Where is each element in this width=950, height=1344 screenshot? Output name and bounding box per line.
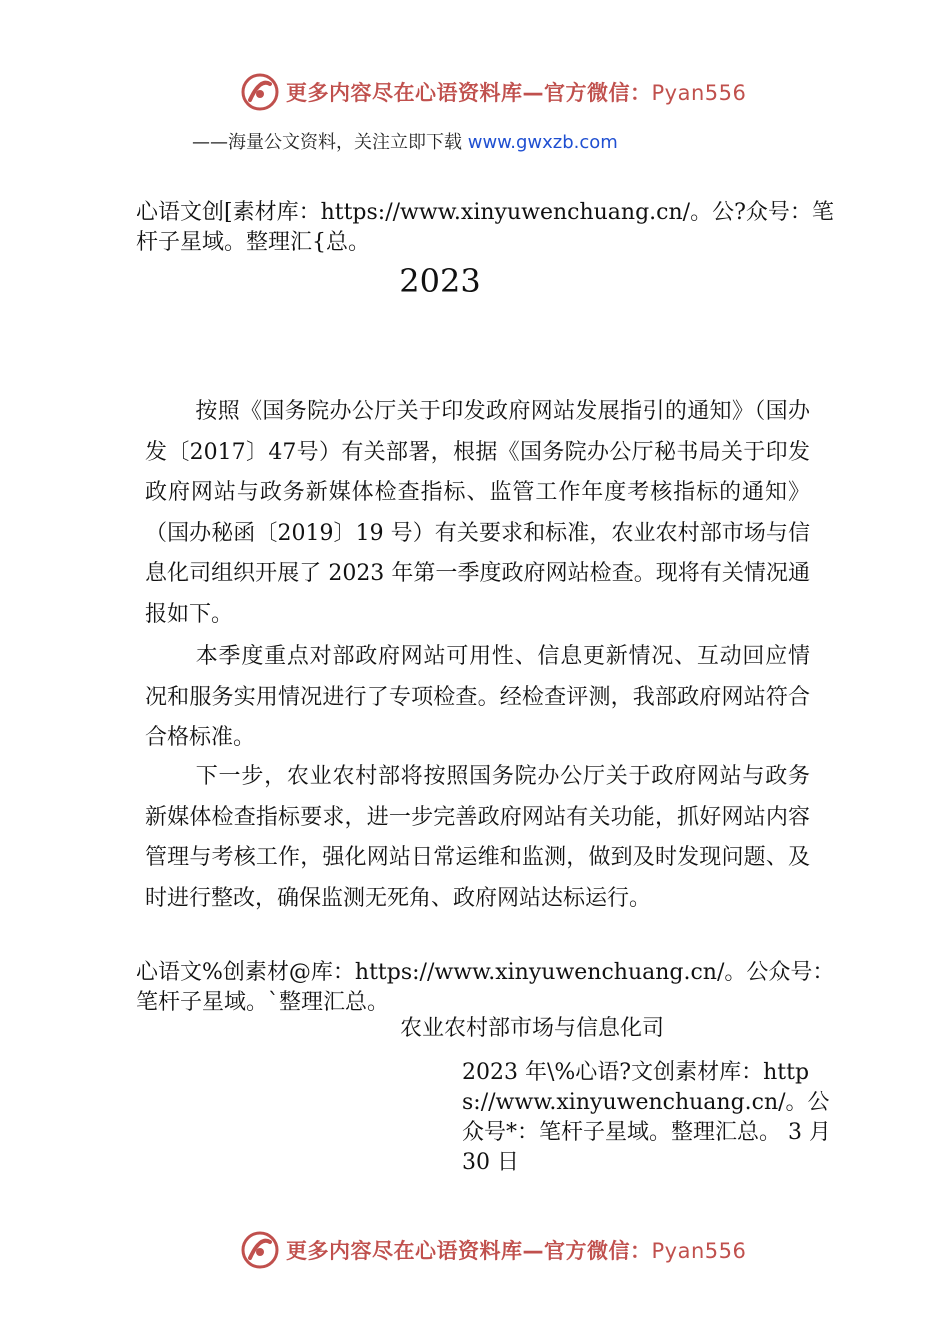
paragraph-2-text: 本季度重点对部政府网站可用性、信息更新情况、互动回应情况和服务实用情况进行了专项检查。经检查评测，我部政府网站符合合格标准。: [145, 644, 810, 750]
signature-date: 2023 年\%心语?文创素材库：https://www.xinyuwenchuang.cn/。公众号*：笔杆子星域。整理汇总。 3 月 30 日: [462, 1060, 831, 1175]
body-paragraph: [145, 757, 810, 919]
banner-label: 更多内容尽在心语资料库—官方微信：: [286, 81, 652, 105]
bottom-banner: [240, 1228, 746, 1272]
subline-text: ——海量公文资料，关注立即下载: [192, 132, 462, 153]
banner-wechat-id: Pyan556: [651, 81, 747, 105]
watermark-middle: 心语文%创素材@库：https://www.xinyuwenchuang.cn/。公众号：笔杆子星域。`整理汇总。: [136, 960, 835, 1015]
year-heading: 2023: [399, 262, 481, 300]
banner-text: [286, 1235, 746, 1265]
body-paragraph: [145, 637, 810, 759]
banner-text: [286, 77, 746, 107]
download-subline: [192, 128, 618, 154]
brand-logo-icon: [240, 1230, 280, 1270]
watermark-top: 心语文创[素材库：https://www.xinyuwenchuang.cn/。公?众号：笔杆子星域。整理汇{总。: [136, 200, 834, 255]
banner-label: 更多内容尽在心语资料库—官方微信：: [286, 1239, 652, 1263]
signature-org: 农业农村部市场与信息化司: [400, 1016, 665, 1041]
banner-wechat-id: Pyan556: [651, 1239, 747, 1263]
paragraph-3-text: 下一步，农业农村部将按照国务院办公厅关于政府网站与政务新媒体检查指标要求，进一步完善政府网站有关功能，抓好网站内容管理与考核工作，强化网站日常运维和监测，做到及时发现问题、及时进行整改，确保监测无死角、政府网站达标运行。: [145, 764, 810, 911]
paragraph-1-text: 按照《国务院办公厅关于印发政府网站发展指引的通知》（国办发〔2017〕47号）有关部署，根据《国务院办公厅秘书局关于印发政府网站与政务新媒体检查指标、监管工作年度考核指标的通知》（国办秘函〔2019〕19 号）有关要求和标准，农业农村部市场与信息化司组织开展了 2023 年第一季度政府网站检查。现将有关情况通报如下。: [145, 399, 810, 627]
top-banner: [240, 70, 746, 114]
brand-logo-icon: [240, 72, 280, 112]
gwxzb-link[interactable]: www.gwxzb.com: [467, 132, 618, 153]
body-paragraph: [145, 392, 810, 635]
